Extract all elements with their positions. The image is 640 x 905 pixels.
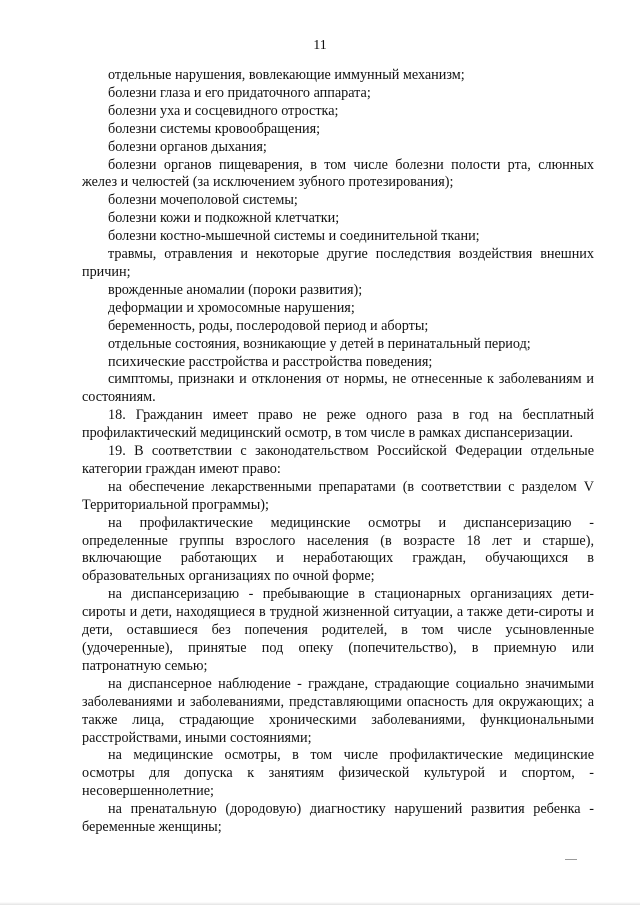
right-medical-exams-minors: на медицинские осмотры, в том числе профилактические медицинские осмотры для допуска к занятиям физической культурой и спортом, - несовершеннолетние;	[82, 747, 594, 800]
clause-18: 18. Гражданин имеет право не реже одного раза в год на бесплатный профилактический медицинский осмотр, в том числе в рамках диспансеризации.	[82, 407, 594, 442]
right-prenatal-diagnostics: на пренатальную (дородовую) диагностику нарушений развития ребенка - беременные женщины;	[82, 801, 594, 836]
list-item-mental-disorders: психические расстройства и расстройства поведения;	[108, 353, 433, 370]
list-item-perinatal-conditions: отдельные состояния, возникающие у детей в перинатальный период;	[108, 335, 531, 352]
list-item-symptoms-signs: симптомы, признаки и отклонения от нормы, не отнесенные к заболеваниям и состояниям.	[82, 371, 594, 406]
list-item-injuries-poisoning: травмы, отравления и некоторые другие последствия воздействия внешних причин;	[82, 246, 594, 280]
scan-mark	[565, 859, 577, 860]
list-item-immune-disorders: отдельные нарушения, вовлекающие иммунный механизм;	[108, 67, 465, 83]
right-dispensary-observation: на диспансерное наблюдение - граждане, страдающие социально значимыми заболеваниями и заболеваниями, представляющими опасность для окружающих; а также лица, страдающие хроническими заболеваниями, функциональными расстройствами, иными состояниями;	[82, 675, 594, 746]
list-item-genitourinary-diseases: болезни мочеполовой системы;	[108, 192, 298, 209]
right-dispensarization-orphans: на диспансеризацию - пребывающие в стационарных организациях дети-сироты и дети, находящиеся в трудной жизненной ситуации, а также дети-сироты и дети, оставшиеся без попечения родителей, в том числе усыновленные (удочеренные), принятые под опеку (попечительство), в приемную или патронатную семью;	[82, 586, 594, 674]
list-item-digestive-diseases: болезни органов пищеварения, в том числе болезни полости рта, слюнных желез и челюстей (за исключением зубного протезирования);	[82, 156, 594, 191]
list-item-musculoskeletal-diseases: болезни костно-мышечной системы и соединительной ткани;	[108, 228, 480, 245]
clause-19: 19. В соответствии с законодательством Российской Федерации отдельные категории граждан имеют право:	[82, 443, 594, 477]
right-medicines: на обеспечение лекарственными препаратами (в соответствии с разделом V Территориальной программы);	[82, 478, 594, 513]
right-preventive-exams: на профилактические медицинские осмотры и диспансеризацию - определенные группы взрослого населения (в возрасте 18 лет и старше), включающие работающих и неработающих граждан, обучающихся в образовательных организациях по очной форме;	[82, 514, 594, 585]
page-number: 11	[313, 38, 327, 53]
list-item-pregnancy: беременность, роды, послеродовой период и аборты;	[108, 317, 429, 334]
list-item-skin-diseases: болезни кожи и подкожной клетчатки;	[108, 210, 340, 227]
list-item-chromosomal-disorders: деформации и хромосомные нарушения;	[108, 299, 355, 316]
list-item-circulatory-diseases: болезни системы кровообращения;	[108, 120, 321, 137]
list-item-respiratory-diseases: болезни органов дыхания;	[108, 138, 267, 155]
list-item-eye-diseases: болезни глаза и его придаточного аппарата;	[108, 84, 371, 101]
page-body	[82, 67, 594, 837]
list-item-ear-diseases: болезни уха и сосцевидного отростка;	[108, 102, 339, 119]
list-item-congenital-anomalies: врожденные аномалии (пороки развития);	[108, 281, 363, 298]
